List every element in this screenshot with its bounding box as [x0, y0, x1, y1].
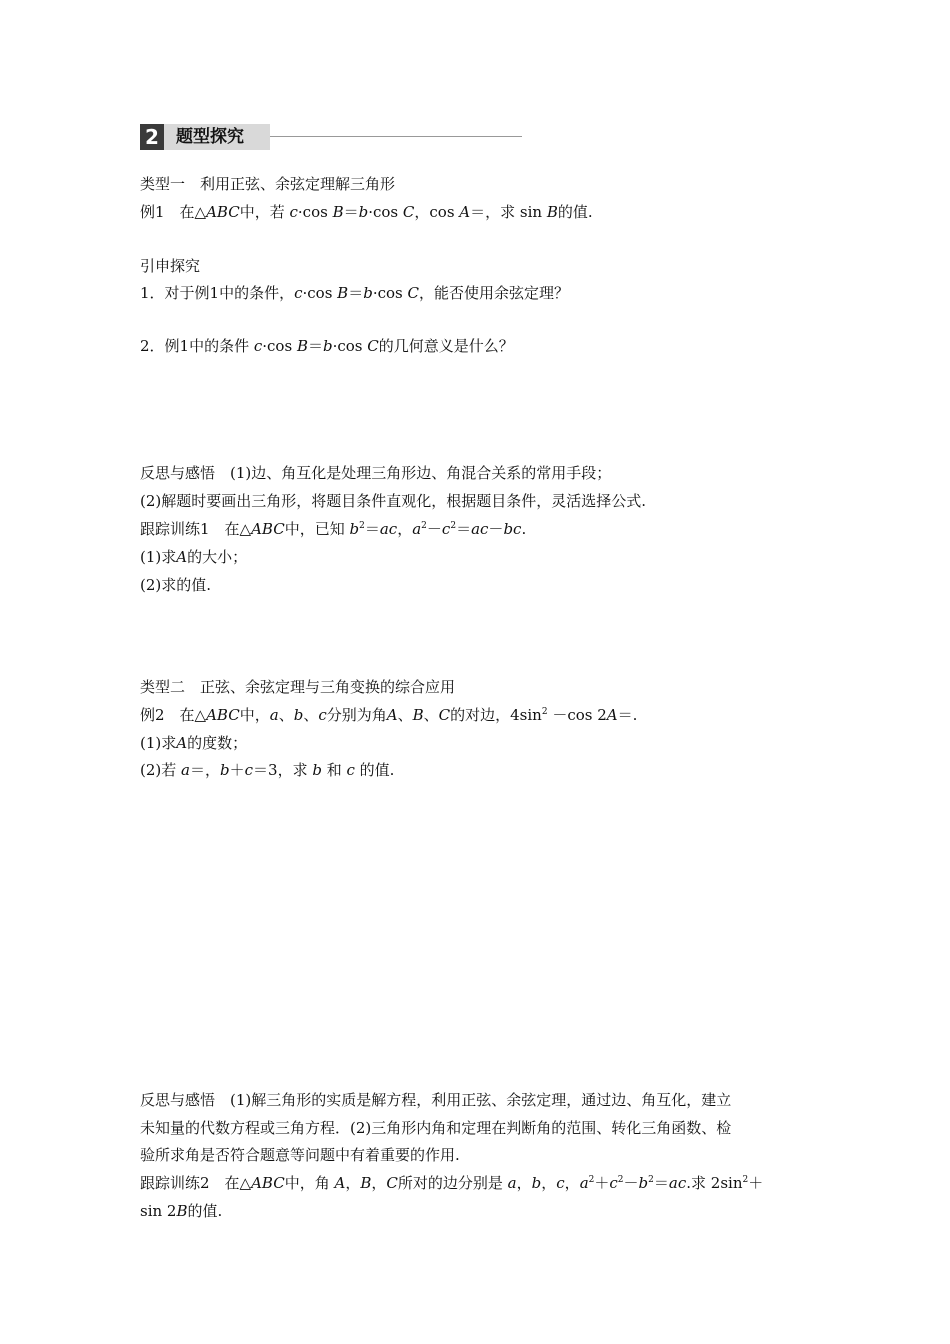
practice1 — [140, 519, 526, 539]
text: 2．例1中的条件 — [140, 337, 254, 355]
math-var: b — [349, 520, 360, 538]
math-var: b — [531, 1174, 542, 1192]
superscript: 2 — [617, 1175, 624, 1185]
text: ＋ — [748, 1174, 764, 1192]
text: 、 — [423, 706, 439, 724]
practice2-line2 — [140, 1201, 222, 1221]
text: ＝ — [456, 520, 472, 538]
text: － — [623, 1174, 639, 1192]
text: ， — [371, 1174, 387, 1192]
reflection2-line1: 反思与感悟 (1)解三角形的实质是解方程，利用正弦、余弦定理，通过边、角互化，建立 — [140, 1091, 732, 1109]
math-var: c — [346, 761, 355, 779]
text: 和 — [321, 761, 347, 779]
math-var: C — [386, 1174, 398, 1192]
text: .求 2sin — [686, 1174, 743, 1192]
type1-heading: 类型一 利用正弦、余弦定理解三角形 — [140, 175, 396, 193]
text: ·cos — [372, 284, 408, 302]
example2-q2 — [140, 760, 394, 780]
text: ， — [397, 520, 413, 538]
math-var: B — [296, 337, 308, 355]
math-var: a — [181, 761, 190, 779]
text: ＋ — [594, 1174, 610, 1192]
practice2 — [140, 1173, 763, 1193]
example2-q1 — [140, 733, 247, 753]
text: . — [521, 520, 527, 538]
text: 中，角 — [284, 1174, 335, 1192]
text: sin 2 — [140, 1202, 177, 1220]
text: 在△ — [164, 203, 207, 221]
text: (1)求 — [140, 734, 177, 752]
text: 1．对于例1中的条件， — [140, 284, 295, 302]
text: 、 — [303, 706, 319, 724]
example1-label: 例1 — [140, 203, 165, 221]
math-var: ac — [379, 520, 398, 538]
text: －cos 2 — [547, 706, 607, 724]
math-var: A — [176, 548, 188, 566]
superscript: 2 — [450, 521, 457, 531]
text: 的大小； — [187, 548, 248, 566]
math-var: A — [386, 706, 398, 724]
text: 、 — [397, 706, 413, 724]
math-var: C — [407, 284, 419, 302]
superscript: 2 — [541, 707, 548, 717]
text: 、 — [278, 706, 294, 724]
math-var: b — [358, 203, 369, 221]
text: ， — [345, 1174, 361, 1192]
text: 跟踪训练1 在△ — [140, 520, 252, 538]
text: 例2 在△ — [140, 706, 207, 724]
math-var: A — [459, 203, 471, 221]
text: ＝3，求 — [253, 761, 313, 779]
superscript: 2 — [742, 1175, 749, 1185]
text: (1)求 — [140, 548, 177, 566]
extended-heading: 引申探究 — [140, 257, 201, 275]
text: ·cos — [262, 337, 297, 355]
math-var: C — [438, 706, 451, 724]
math-var: B — [360, 1174, 372, 1192]
text: ·cos — [332, 337, 368, 355]
text: 的值. — [354, 761, 395, 779]
text: 中，若 — [239, 203, 290, 221]
math-var: ABC — [206, 203, 240, 221]
reflection2-line2: 未知量的代数方程或三角方程．(2)三角形内角和定理在判断角的范围、转化三角函数、检 — [140, 1119, 732, 1137]
superscript: 2 — [588, 1175, 595, 1185]
math-var: b — [220, 761, 230, 779]
math-var: A — [176, 734, 188, 752]
text: ＝ — [653, 1174, 669, 1192]
extended-question-1 — [140, 283, 569, 303]
math-var: ABC — [251, 520, 285, 538]
text: 跟踪训练2 在△ — [140, 1174, 252, 1192]
text: ＝，求 sin — [470, 203, 547, 221]
text: (2)若 — [140, 761, 182, 779]
reflection1-line1: 反思与感悟 (1)边、角互化是处理三角形边、角混合关系的常用手段； — [140, 464, 612, 482]
math-var: B — [337, 284, 349, 302]
text: ， — [541, 1174, 557, 1192]
text: ＋ — [229, 761, 245, 779]
math-var: ABC — [206, 706, 240, 724]
math-var: c — [556, 1174, 565, 1192]
superscript: 2 — [421, 521, 427, 531]
math-var: c — [318, 706, 327, 724]
math-var: c — [294, 284, 303, 302]
text: ＝ — [343, 203, 359, 221]
math-var: c — [253, 337, 263, 355]
math-var: b — [363, 284, 373, 302]
text: 中， — [239, 706, 270, 724]
reflection2-line3: 验所求角是否符合题意等问题中有着重要的作用. — [140, 1146, 460, 1164]
text: 的值. — [187, 1202, 223, 1220]
math-var: b — [322, 337, 333, 355]
section-number: 2 — [140, 124, 164, 150]
math-var: c — [244, 761, 254, 779]
math-var: a — [269, 706, 279, 724]
text: ＝ — [348, 284, 364, 302]
math-var: c — [441, 520, 451, 538]
math-var: b — [293, 706, 304, 724]
example2 — [140, 705, 637, 725]
math-var: c — [609, 1174, 618, 1192]
text: ·cos — [297, 203, 333, 221]
text: 的几何意义是什么？ — [378, 337, 514, 355]
text: ， — [516, 1174, 532, 1192]
text: 所对的边分别是 — [397, 1174, 508, 1192]
math-var: ac — [471, 520, 489, 538]
math-var: B — [546, 203, 558, 221]
text: － — [426, 520, 442, 538]
text: ＝. — [617, 706, 638, 724]
section-rule — [270, 136, 522, 137]
math-var: B — [176, 1202, 188, 1220]
example1 — [140, 202, 593, 222]
text: ＝ — [307, 337, 323, 355]
text: ·cos — [302, 284, 338, 302]
math-var: B — [332, 203, 344, 221]
text: － — [488, 520, 504, 538]
math-var: ac — [668, 1174, 687, 1192]
reflection1-line2: (2)解题时要画出三角形，将题目条件直观化，根据题目条件，灵活选择公式. — [140, 492, 647, 510]
math-var: C — [402, 203, 415, 221]
math-var: a — [412, 520, 422, 538]
text: ·cos — [368, 203, 403, 221]
math-var: a — [507, 1174, 517, 1192]
section-header — [140, 124, 522, 150]
math-var: c — [289, 203, 298, 221]
text: ，cos — [414, 203, 460, 221]
extended-question-2 — [140, 336, 514, 356]
section-title: 题型探究 — [164, 124, 270, 150]
superscript: 2 — [359, 521, 365, 531]
text: 分别为角 — [326, 706, 387, 724]
math-var: C — [367, 337, 379, 355]
math-var: B — [412, 706, 424, 724]
math-var: a — [579, 1174, 589, 1192]
text: ，能否使用余弦定理？ — [418, 284, 569, 302]
math-var: A — [334, 1174, 346, 1192]
text: ， — [564, 1174, 580, 1192]
math-var: bc — [503, 520, 522, 538]
text: 的值. — [557, 203, 593, 221]
text: 的度数； — [187, 734, 248, 752]
math-var: b — [638, 1174, 649, 1192]
practice1-q2: (2)求的值. — [140, 576, 212, 594]
text: ＝ — [364, 520, 380, 538]
math-var: ABC — [251, 1174, 285, 1192]
math-var: A — [606, 706, 618, 724]
practice1-q1 — [140, 547, 247, 567]
text: 的对边，4sin — [450, 706, 542, 724]
text: 中，已知 — [284, 520, 350, 538]
math-var: b — [312, 761, 322, 779]
superscript: 2 — [648, 1175, 654, 1185]
text: ＝， — [189, 761, 220, 779]
type2-heading: 类型二 正弦、余弦定理与三角变换的综合应用 — [140, 678, 456, 696]
